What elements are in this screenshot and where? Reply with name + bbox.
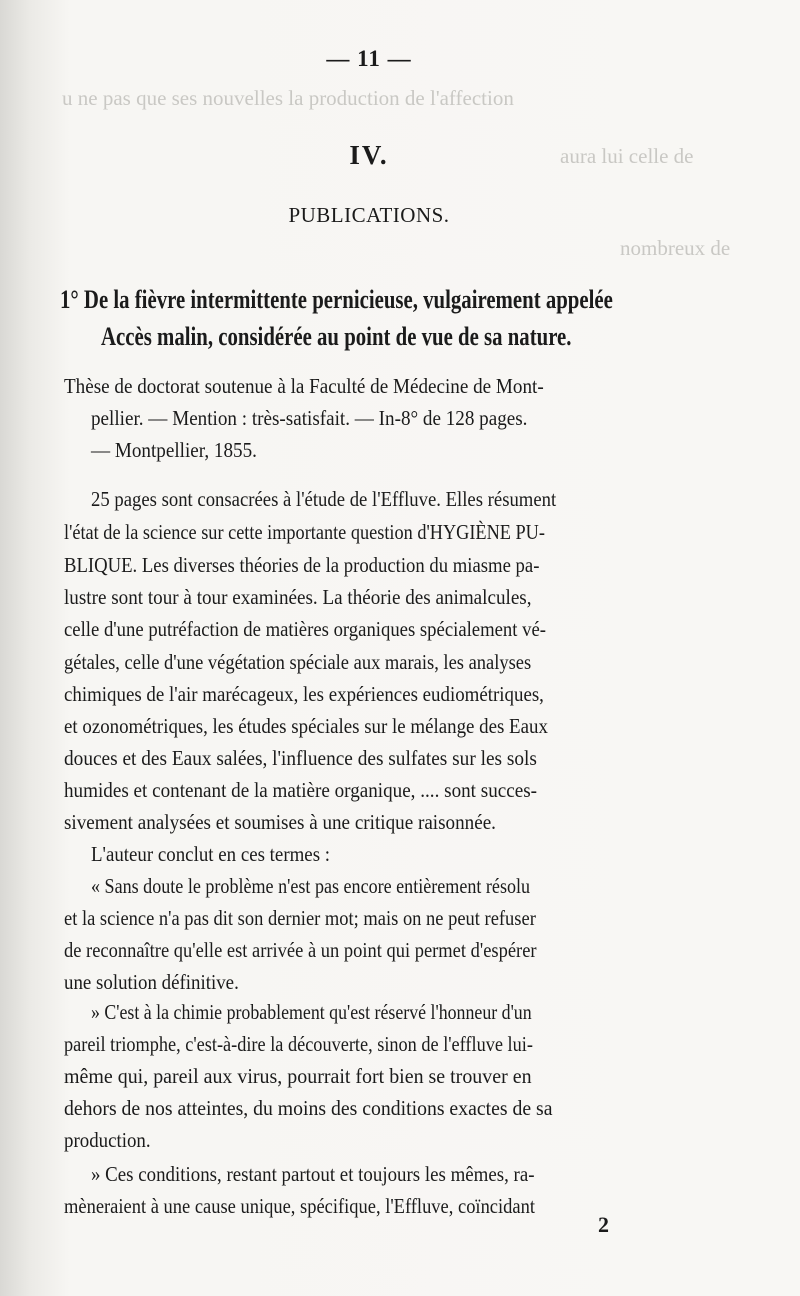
- body-line: production.: [64, 1128, 151, 1152]
- running-head: — 11 —: [326, 46, 412, 71]
- body-line: même qui, pareil aux virus, pourrait fort bien se trouver en: [64, 1064, 532, 1088]
- body-line: BLIQUE. Les diverses théories de la production du miasme pa-: [64, 553, 540, 577]
- body-line: celle d'une putréfaction de matières organiques spécialement vé-: [64, 617, 547, 641]
- show-through-text: u ne pas que ses nouvelles la production de l'affection: [62, 86, 514, 110]
- body-line: 25 pages sont consacrées à l'étude de l'Effluve. Elles résument: [91, 487, 557, 511]
- body-line: pellier. — Mention : très-satisfait. — In-8° de 128 pages.: [91, 406, 528, 430]
- body-line: et ozonométriques, les études spéciales sur le mélange des Eaux: [64, 714, 548, 738]
- body-line: l'état de la science sur cette importante question d'HYGIÈNE PU-: [64, 520, 545, 544]
- section-title: PUBLICATIONS.: [288, 203, 450, 227]
- body-line: Thèse de doctorat soutenue à la Faculté de Médecine de Mont-: [64, 374, 544, 398]
- body-line: humides et contenant de la matière organique, .... sont succes-: [64, 778, 538, 802]
- body-line: de reconnaître qu'elle est arrivée à un point qui permet d'espérer: [64, 938, 537, 962]
- body-line: mèneraient à une cause unique, spécifique, l'Effluve, coïncidant: [64, 1194, 535, 1218]
- body-line: « Sans doute le problème n'est pas encore entièrement résolu: [91, 874, 531, 898]
- body-line: » C'est à la chimie probablement qu'est réservé l'honneur d'un: [91, 1000, 532, 1024]
- show-through-text: nombreux de: [620, 236, 731, 260]
- body-line: et la science n'a pas dit son dernier mot; mais on ne peut refuser: [64, 906, 536, 930]
- body-line: une solution définitive.: [64, 970, 239, 994]
- signature-mark: 2: [598, 1212, 609, 1237]
- publication-title-line-2: Accès malin, considérée au point de vue de sa nature.: [101, 322, 572, 351]
- body-line: » Ces conditions, restant partout et toujours les mêmes, ra-: [91, 1162, 535, 1186]
- section-number: IV.: [349, 140, 389, 170]
- body-line: sivement analysées et soumises à une critique raisonnée.: [64, 810, 496, 834]
- body-line: gétales, celle d'une végétation spéciale aux marais, les analyses: [64, 650, 532, 674]
- show-through-text: aura lui celle de: [560, 144, 694, 168]
- body-line: pareil triomphe, c'est-à-dire la découverte, sinon de l'effluve lui-: [64, 1032, 533, 1056]
- body-line: douces et des Eaux salées, l'influence des sulfates sur les sols: [64, 746, 537, 770]
- body-line: — Montpellier, 1855.: [91, 438, 257, 462]
- body-line: lustre sont tour à tour examinées. La théorie des animalcules,: [64, 585, 532, 609]
- publication-title-line-1: 1° De la fièvre intermittente pernicieuse, vulgairement appelée: [60, 285, 613, 314]
- body-line: chimiques de l'air marécageux, les expériences eudiométriques,: [64, 682, 544, 706]
- body-line: L'auteur conclut en ces termes :: [91, 842, 331, 866]
- body-line: dehors de nos atteintes, du moins des conditions exactes de sa: [64, 1096, 553, 1120]
